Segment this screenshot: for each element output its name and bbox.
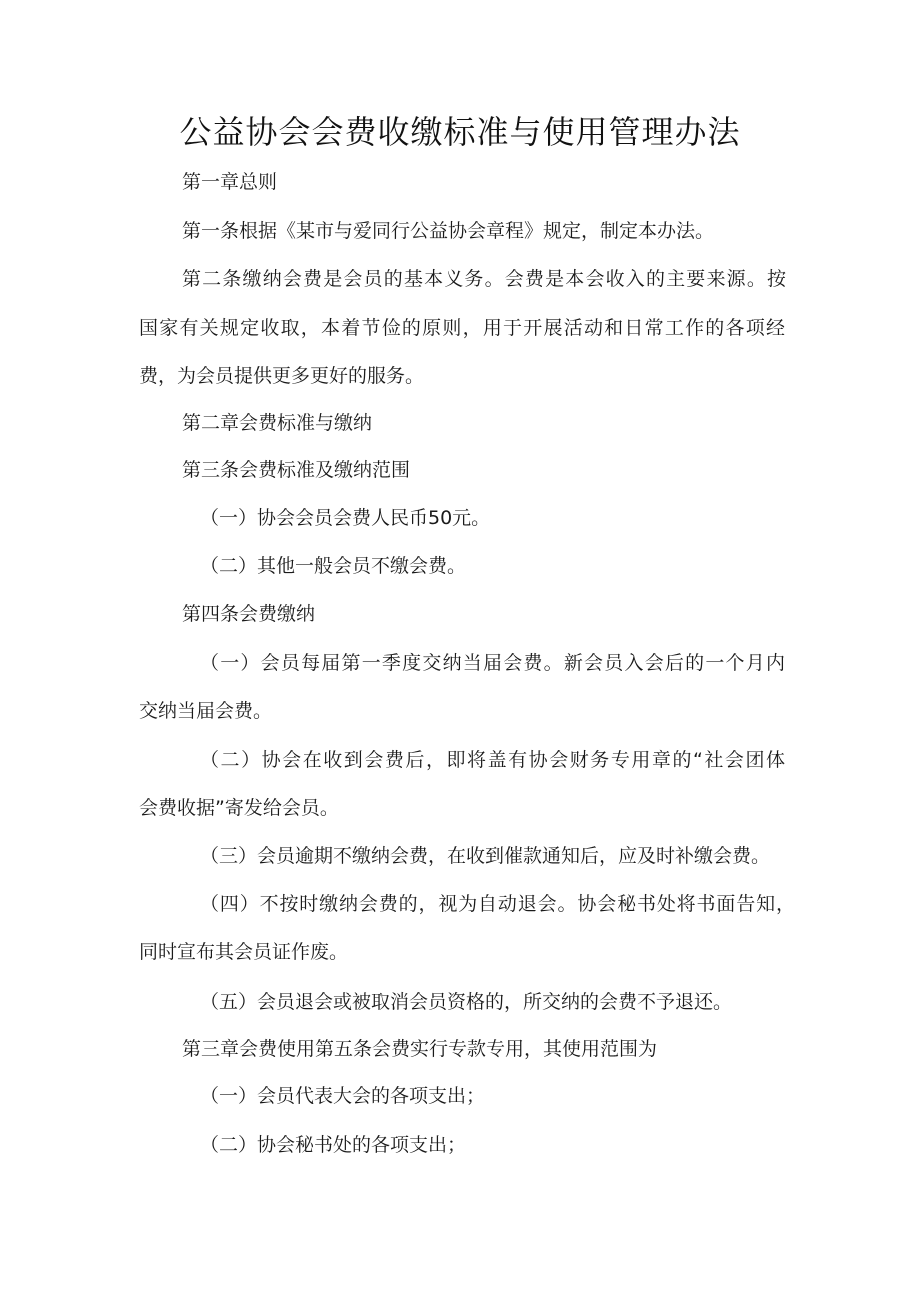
list-item: （二）协会秘书处的各项支出； bbox=[200, 1134, 467, 1156]
paragraph-line: 会费收据”寄发给会员。 bbox=[139, 797, 339, 819]
paragraph-line: 第二条缴纳会费是会员的基本义务。会费是本会收入的主要来源。按 bbox=[182, 268, 786, 290]
list-item: （二）协会在收到会费后，即将盖有协会财务专用章的“社会团体 bbox=[200, 749, 785, 771]
chapter-heading: 第三章会费使用第五条会费实行专款专用，其使用范围为 bbox=[182, 1038, 658, 1060]
paragraph-line: 国家有关规定收取，本着节俭的原则，用于开展活动和日常工作的各项经 bbox=[139, 317, 785, 339]
list-item: （一）协会会员会费人民币50元。 bbox=[200, 507, 491, 529]
list-item: （一）会员每届第一季度交纳当届会费。新会员入会后的一个月内 bbox=[200, 652, 785, 674]
article-heading: 第三条会费标准及缴纳范围 bbox=[182, 459, 411, 481]
list-item: （二）其他一般会员不缴会费。 bbox=[200, 555, 467, 577]
list-item: （四）不按时缴纳会费的，视为自动退会。协会秘书处将书面告知， bbox=[200, 893, 795, 915]
paragraph-line: 交纳当届会费。 bbox=[139, 700, 273, 722]
paragraph-line: 费，为会员提供更多更好的服务。 bbox=[139, 365, 425, 387]
chapter-heading: 第二章会费标准与缴纳 bbox=[182, 412, 373, 434]
list-item: （五）会员退会或被取消会员资格的，所交纳的会费不予退还。 bbox=[200, 991, 733, 1013]
document-title: 公益协会会费收缴标准与使用管理办法 bbox=[179, 113, 741, 151]
paragraph-line: 同时宣布其会员证作废。 bbox=[139, 941, 349, 963]
list-item: （一）会员代表大会的各项支出； bbox=[200, 1085, 486, 1107]
article-heading: 第四条会费缴纳 bbox=[182, 603, 316, 625]
chapter-heading: 第一章总则 bbox=[182, 171, 278, 193]
list-item: （三）会员逾期不缴纳会费，在收到催款通知后，应及时补缴会费。 bbox=[200, 845, 771, 867]
paragraph-line: 第一条根据《某市与爱同行公益协会章程》规定，制定本办法。 bbox=[182, 220, 715, 242]
